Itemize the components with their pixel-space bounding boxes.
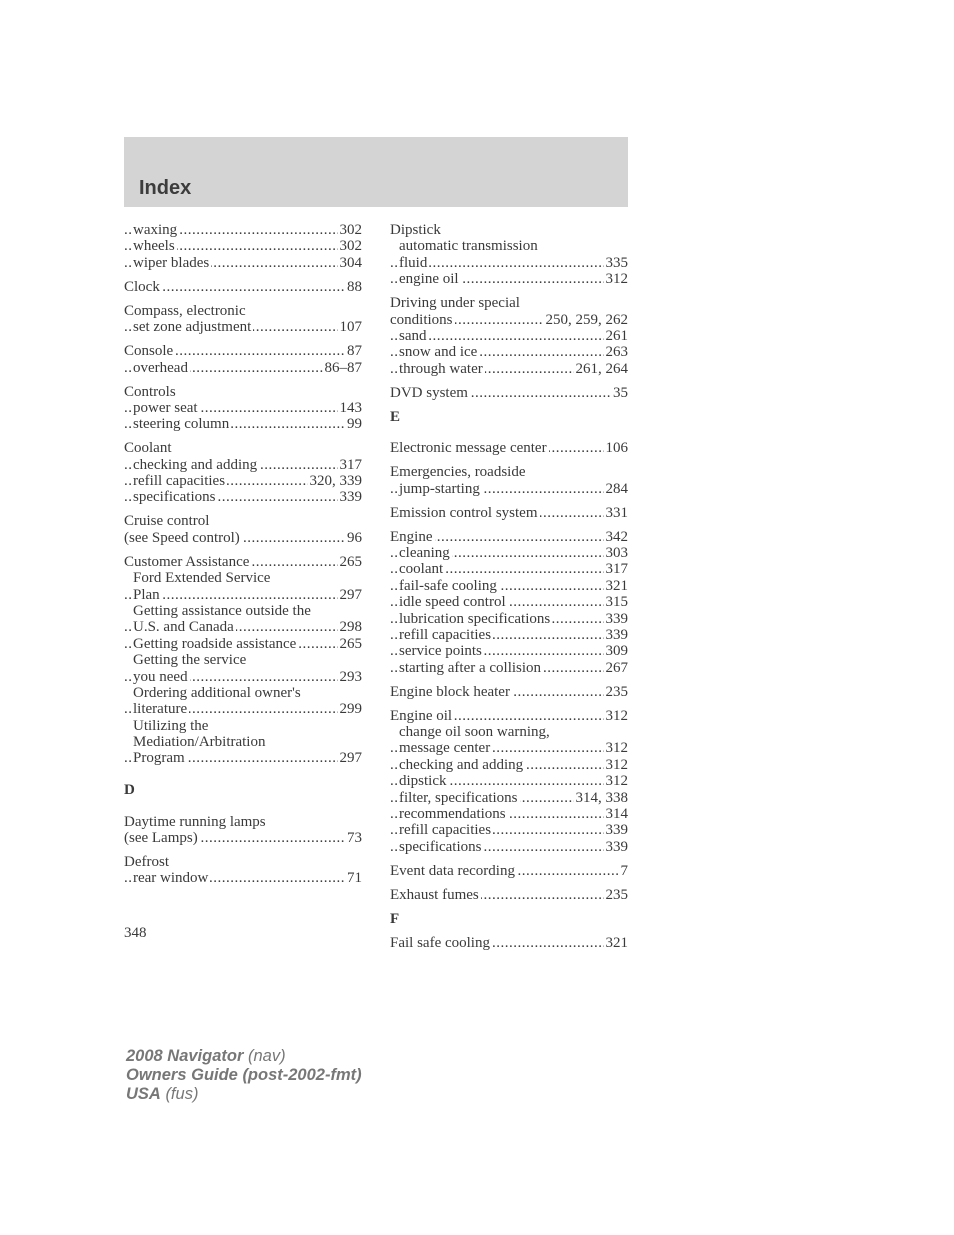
index-subentry xyxy=(124,685,362,701)
entry-term: filter, specifications xyxy=(399,789,518,806)
entry-term: Clock xyxy=(124,278,160,295)
entry-term: Driving under special xyxy=(390,295,520,312)
entry-page-ref: 315 xyxy=(605,594,628,611)
entry-page-ref: 35 xyxy=(613,384,628,401)
entry-page-ref: 265 xyxy=(339,553,362,570)
entry-term: recommendations xyxy=(399,806,506,823)
index-entry xyxy=(390,684,628,700)
entry-page-ref: 261, 264 xyxy=(575,360,628,377)
index-subentry xyxy=(124,319,362,335)
entry-page-ref: 304 xyxy=(339,254,362,271)
entry-page-ref: 339 xyxy=(339,489,362,506)
entry-page-ref: 267 xyxy=(605,659,628,676)
index-entry xyxy=(124,830,362,846)
entry-term: U.S. and Canada xyxy=(133,619,234,636)
index-subentry xyxy=(124,360,362,376)
index-subentry xyxy=(124,255,362,271)
entry-page-ref: 87 xyxy=(347,343,362,360)
entry-spacer xyxy=(124,846,362,854)
entry-page-ref: 303 xyxy=(605,545,628,561)
entry-spacer xyxy=(390,425,628,433)
entry-term: overhead xyxy=(133,359,188,376)
entry-spacer xyxy=(390,288,628,296)
entry-spacer xyxy=(390,855,628,863)
index-entry xyxy=(390,708,628,724)
entry-page-ref: 96 xyxy=(347,529,362,546)
index-subentry xyxy=(124,473,362,489)
index-subentry xyxy=(124,870,362,886)
index-subentry xyxy=(124,718,362,734)
entry-page-ref: 339 xyxy=(605,610,628,627)
entry-term: idle speed control xyxy=(399,594,506,611)
index-subentry xyxy=(124,570,362,586)
entry-spacer xyxy=(390,497,628,505)
entry-term: Getting roadside assistance xyxy=(133,635,297,652)
index-subentry xyxy=(390,627,628,643)
index-subentry xyxy=(390,361,628,377)
index-subentry xyxy=(390,594,628,610)
entry-spacer xyxy=(124,774,362,782)
entry-term: dipstick xyxy=(399,773,447,790)
index-subentry xyxy=(124,222,362,238)
entry-spacer xyxy=(390,903,628,911)
index-subentry xyxy=(390,822,628,838)
index-entry xyxy=(390,222,628,238)
index-header-bar xyxy=(124,137,628,207)
index-subentry xyxy=(124,636,362,652)
entry-term: snow and ice xyxy=(399,344,478,361)
index-subentry xyxy=(124,734,362,750)
index-subentry xyxy=(390,643,628,659)
entry-spacer xyxy=(124,546,362,554)
index-entry xyxy=(390,464,628,480)
entry-term: refill capacities xyxy=(133,473,226,490)
footer-market-code: (fus) xyxy=(165,1085,199,1103)
index-entry xyxy=(124,279,362,295)
index-entry xyxy=(390,440,628,456)
entry-term: (see Speed control) xyxy=(124,529,240,546)
index-subentry xyxy=(124,701,362,717)
entry-page-ref: 99 xyxy=(347,416,362,433)
index-subentry xyxy=(390,578,628,594)
index-column-right xyxy=(390,222,628,951)
index-entry xyxy=(390,887,628,903)
index-subentry xyxy=(390,481,628,497)
entry-spacer xyxy=(390,700,628,708)
index-entry xyxy=(124,384,362,400)
index-subentry xyxy=(390,839,628,855)
entry-spacer xyxy=(390,927,628,935)
entry-term: specifications xyxy=(399,838,482,855)
index-subentry xyxy=(390,740,628,756)
entry-term: Console xyxy=(124,343,174,360)
index-entry xyxy=(124,513,362,529)
entry-term: waxing xyxy=(133,222,178,238)
index-entry xyxy=(124,303,362,319)
section-letter: F xyxy=(390,910,400,927)
index-entry xyxy=(124,440,362,456)
entry-page-ref: 339 xyxy=(605,838,628,855)
entry-spacer xyxy=(124,798,362,806)
entry-term: Program xyxy=(133,750,185,767)
entry-page-ref: 342 xyxy=(605,528,628,545)
entry-spacer xyxy=(390,676,628,684)
entry-page-ref: 107 xyxy=(339,319,362,336)
entry-term: steering column xyxy=(133,416,230,433)
entry-term: you need xyxy=(133,668,188,685)
entry-page-ref: 314 xyxy=(605,806,628,823)
index-subentry xyxy=(390,611,628,627)
entry-spacer xyxy=(390,433,628,441)
entry-term: rear window xyxy=(133,870,209,887)
index-subentry xyxy=(124,489,362,505)
index-subentry xyxy=(390,238,628,254)
entry-page-ref: 297 xyxy=(339,586,362,603)
footer-guide: Owners Guide (post-2002-fmt) xyxy=(126,1066,362,1084)
entry-term: Coolant xyxy=(124,440,172,457)
entry-term: coolant xyxy=(399,561,444,578)
entry-term: Customer Assistance xyxy=(124,553,250,570)
entry-spacer xyxy=(390,521,628,529)
entry-page-ref: 321 xyxy=(605,577,628,594)
entry-term: Plan xyxy=(133,586,160,603)
index-subentry xyxy=(390,561,628,577)
entry-term: Emergencies, roadside xyxy=(390,464,526,481)
footer-line-3 xyxy=(126,1085,362,1104)
footer-market: USA xyxy=(126,1085,161,1103)
entry-page-ref: 73 xyxy=(347,830,362,847)
entry-page-ref: 331 xyxy=(605,504,628,521)
entry-spacer xyxy=(124,295,362,303)
entry-page-ref: 335 xyxy=(605,254,628,271)
index-subentry xyxy=(124,457,362,473)
entry-page-ref: 312 xyxy=(605,271,628,288)
entry-page-ref: 339 xyxy=(605,822,628,839)
index-subentry xyxy=(390,806,628,822)
entry-page-ref: 299 xyxy=(339,701,362,718)
entry-page-ref: 88 xyxy=(347,278,362,295)
entry-term: Getting assistance outside the xyxy=(133,602,311,619)
entry-term: cleaning xyxy=(399,545,450,561)
index-entry xyxy=(124,530,362,546)
index-entry xyxy=(390,529,628,545)
entry-term: wiper blades xyxy=(133,254,210,271)
entry-term: (see Lamps) xyxy=(124,830,198,847)
entry-spacer xyxy=(390,401,628,409)
entry-spacer xyxy=(124,336,362,344)
entry-term: message center xyxy=(399,740,491,757)
entry-term: Dipstick xyxy=(390,222,441,238)
entry-page-ref: 302 xyxy=(339,238,362,255)
entry-term: Defrost xyxy=(124,854,169,871)
footer-model-code: (nav) xyxy=(248,1047,286,1065)
footer-line-2 xyxy=(126,1066,362,1085)
index-subentry xyxy=(390,328,628,344)
entry-term: Engine xyxy=(390,528,433,545)
entry-term: Emission control system xyxy=(390,504,538,521)
index-subentry xyxy=(390,545,628,561)
index-entry xyxy=(390,863,628,879)
entry-term: DVD system xyxy=(390,384,468,401)
entry-page-ref: 86–87 xyxy=(324,359,362,376)
entry-page-ref: 314, 338 xyxy=(575,789,628,806)
entry-spacer xyxy=(390,457,628,465)
index-entry xyxy=(390,295,628,311)
index-subentry xyxy=(124,603,362,619)
entry-page-ref: 263 xyxy=(605,344,628,361)
footer-model: 2008 Navigator xyxy=(126,1047,244,1065)
entry-term: Mediation/Arbitration xyxy=(133,734,266,751)
entry-page-ref: 312 xyxy=(605,740,628,757)
index-subentry xyxy=(124,416,362,432)
index-subentry xyxy=(390,271,628,287)
entry-term: fluid xyxy=(399,254,428,271)
entry-page-ref: 250, 259, 262 xyxy=(545,311,628,328)
document-footer xyxy=(126,1047,362,1104)
entry-term: refill capacities xyxy=(399,822,492,839)
page-number: 348 xyxy=(124,925,147,941)
entry-term: Event data recording xyxy=(390,862,515,879)
entry-spacer xyxy=(390,879,628,887)
entry-spacer xyxy=(124,767,362,775)
entry-page-ref: 317 xyxy=(605,561,628,578)
entry-term: Getting the service xyxy=(133,652,247,669)
page-title: Index xyxy=(139,177,192,199)
entry-page-ref: 317 xyxy=(339,456,362,473)
index-subentry xyxy=(390,790,628,806)
entry-spacer xyxy=(124,433,362,441)
entry-term: checking and adding xyxy=(133,456,258,473)
entry-page-ref: 321 xyxy=(605,934,628,951)
index-subentry xyxy=(390,773,628,789)
entry-term: change oil soon warning, xyxy=(399,724,550,741)
entry-page-ref: 312 xyxy=(605,707,628,724)
entry-page-ref: 106 xyxy=(605,440,628,457)
entry-term: power seat xyxy=(133,399,198,416)
entry-term: engine oil xyxy=(399,271,459,288)
entry-page-ref: 293 xyxy=(339,668,362,685)
entry-page-ref: 71 xyxy=(347,870,362,887)
index-entry xyxy=(390,385,628,401)
entry-spacer xyxy=(124,376,362,384)
entry-term: set zone adjustment xyxy=(133,319,252,336)
entry-term: literature xyxy=(133,701,188,718)
entry-spacer xyxy=(124,506,362,514)
entry-term: Utilizing the xyxy=(133,717,209,734)
entry-term: Compass, electronic xyxy=(124,302,246,319)
index-subentry xyxy=(124,750,362,766)
entry-page-ref: 309 xyxy=(605,643,628,660)
entry-page-ref: 7 xyxy=(620,862,628,879)
entry-term: Fail safe cooling xyxy=(390,934,490,951)
index-subentry xyxy=(124,652,362,668)
entry-term: Engine oil xyxy=(390,707,453,724)
entry-page-ref: 235 xyxy=(605,683,628,700)
index-entry xyxy=(390,935,628,951)
entry-term: through water xyxy=(399,360,483,377)
footer-line-1 xyxy=(126,1047,362,1066)
entry-page-ref: 297 xyxy=(339,750,362,767)
index-entry xyxy=(124,343,362,359)
index-subentry xyxy=(390,660,628,676)
entry-term: Daytime running lamps xyxy=(124,813,266,830)
entry-page-ref: 284 xyxy=(605,480,628,497)
entry-term: checking and adding xyxy=(399,756,524,773)
index-subentry xyxy=(390,724,628,740)
index-entry xyxy=(124,854,362,870)
entry-page-ref: 298 xyxy=(339,619,362,636)
entry-term: conditions xyxy=(390,311,453,328)
entry-term: fail-safe cooling xyxy=(399,577,497,594)
index-subentry xyxy=(124,669,362,685)
entry-page-ref: 302 xyxy=(339,222,362,238)
entry-term: Exhaust fumes xyxy=(390,886,479,903)
entry-spacer xyxy=(124,806,362,814)
entry-term: jump-starting xyxy=(399,480,480,497)
entry-term: Cruise control xyxy=(124,513,210,530)
index-entry xyxy=(390,505,628,521)
entry-term: Controls xyxy=(124,383,176,400)
entry-term: refill capacities xyxy=(399,626,492,643)
index-subentry xyxy=(124,619,362,635)
entry-spacer xyxy=(390,377,628,385)
entry-term: lubrication specifications xyxy=(399,610,551,627)
entry-term: automatic transmission xyxy=(399,238,538,255)
entry-page-ref: 261 xyxy=(605,327,628,344)
entry-page-ref: 339 xyxy=(605,626,628,643)
entry-page-ref: 320, 339 xyxy=(309,473,362,490)
entry-term: Ford Extended Service xyxy=(133,570,271,587)
entry-term: Ordering additional owner's xyxy=(133,684,301,701)
entry-term: service points xyxy=(399,643,482,660)
entry-page-ref: 312 xyxy=(605,756,628,773)
entry-term: Electronic message center xyxy=(390,440,547,457)
index-subentry xyxy=(390,255,628,271)
section-letter: E xyxy=(390,408,401,425)
index-entry xyxy=(390,312,628,328)
entry-term: Engine block heater xyxy=(390,683,510,700)
index-subentry xyxy=(124,238,362,254)
index-entry xyxy=(124,814,362,830)
index-subentry xyxy=(124,587,362,603)
entry-term: wheels xyxy=(133,238,175,255)
index-subentry xyxy=(390,757,628,773)
entry-page-ref: 235 xyxy=(605,886,628,903)
entry-term: starting after a collision xyxy=(399,659,542,676)
section-letter: D xyxy=(124,782,135,799)
index-column-left xyxy=(124,222,362,887)
entry-page-ref: 312 xyxy=(605,773,628,790)
index-subentry xyxy=(124,400,362,416)
index-entry xyxy=(124,554,362,570)
entry-page-ref: 265 xyxy=(339,635,362,652)
entry-term: specifications xyxy=(133,489,216,506)
entry-term: sand xyxy=(399,327,427,344)
entry-spacer xyxy=(124,271,362,279)
index-subentry xyxy=(390,344,628,360)
entry-page-ref: 143 xyxy=(339,399,362,416)
